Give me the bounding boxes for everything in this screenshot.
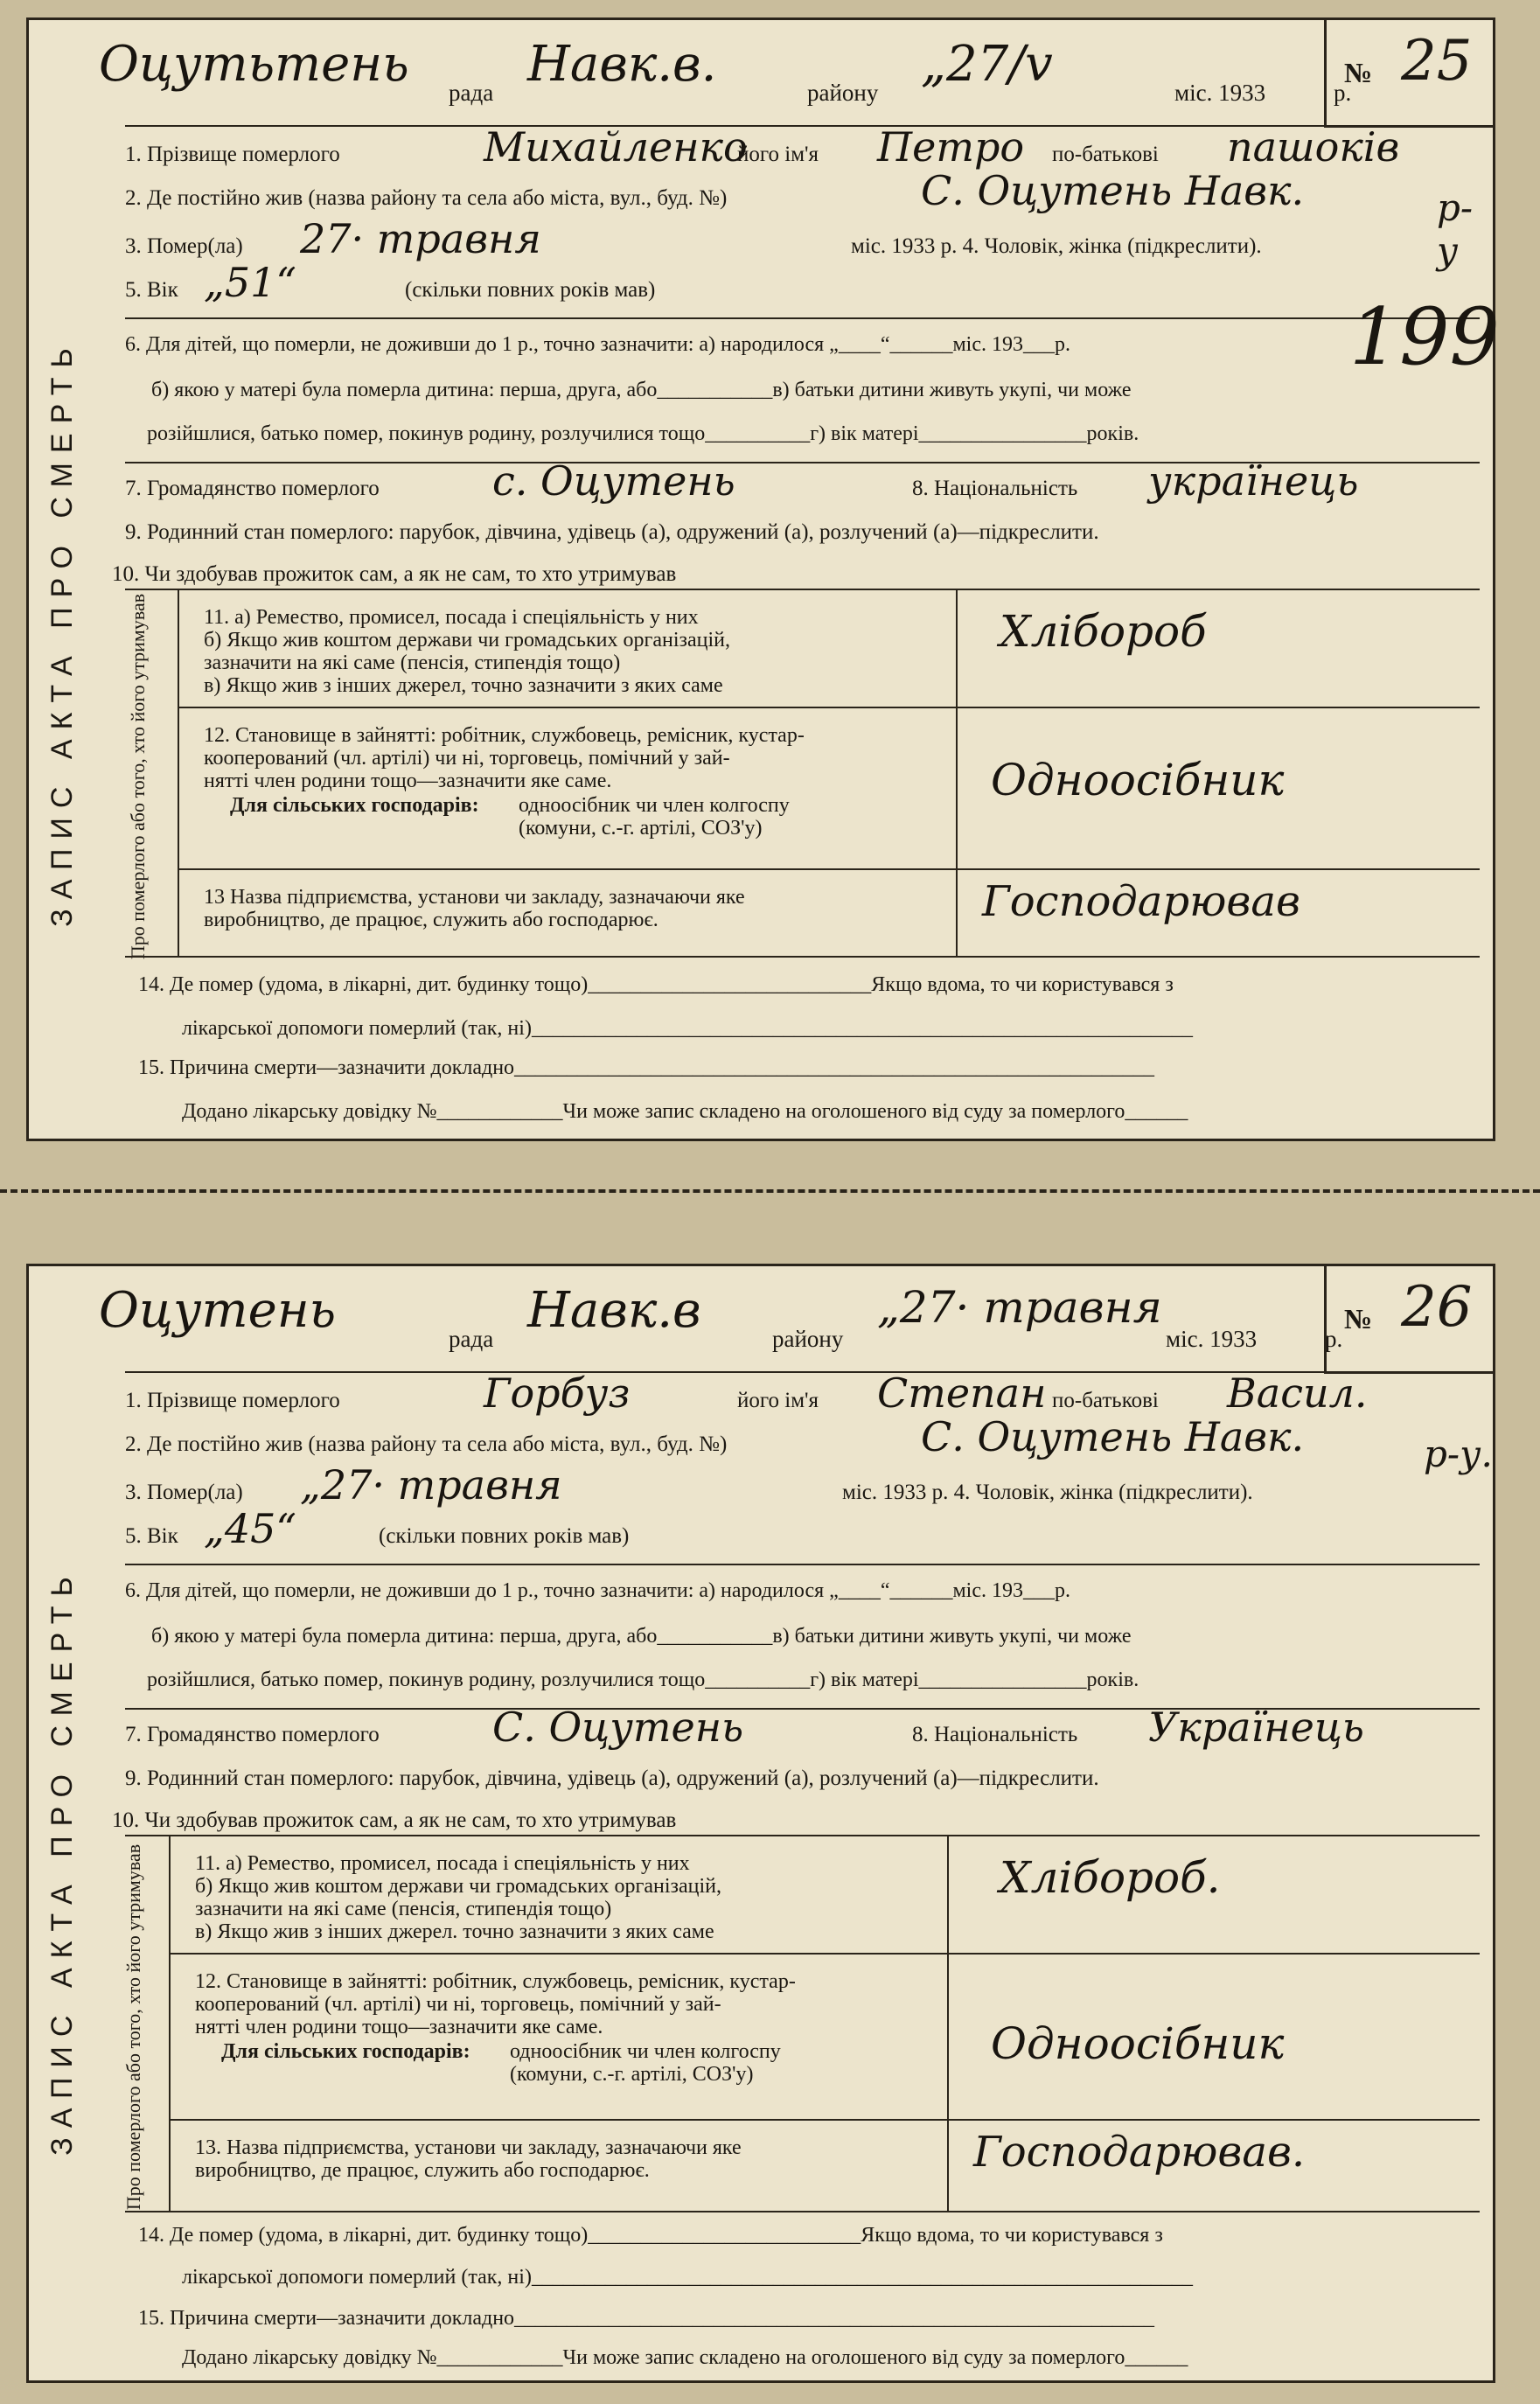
field-13-text: 13. Назва підприємства, установи чи закладу, зазначаючи яке виробництво, де працює, служить або господарює. xyxy=(195,2136,742,2182)
field-12-text: 12. Становище в зайнятті: робітник, службовець, ремісник, кустар- кооперований (чл. артілі) чи ні, торговець, помічний у зай- нятті член родини тощо—зазначити яке саме. xyxy=(195,1970,796,2038)
field-3: 3. Помер(ла) 27· травня міс. 1933 р. 4. Чоловік, жінка (підкреслити). xyxy=(125,215,1262,262)
field-6a: 6. Для дітей, що померли, не доживши до 1 р., точно зазначити: а) народилося „____“______міс. 193___р. xyxy=(125,1579,1070,1602)
district-handwritten: Навк.в xyxy=(527,1282,701,1339)
field-12-farmers-tail: одноосібник чи член колгоспу (комуни, с.-г. артілі, СОЗ'у) xyxy=(519,794,790,840)
field-12-farmers: Для сільських господарів: xyxy=(221,2040,470,2063)
margin-note: р-у. xyxy=(1424,1432,1493,1475)
month-year-label: міс. 1933 xyxy=(1166,1326,1258,1352)
sidebar-title: ЗАПИС АКТА ПРО СМЕРТЬ xyxy=(45,338,79,927)
field-11-handwritten: Хлібороб. xyxy=(1000,1852,1221,1903)
field-2: 2. Де постійно жив (назва району та села або міста, вул., буд. №) С. Оцутень Навк. xyxy=(125,167,1305,214)
district-label: району xyxy=(807,80,879,106)
header-line xyxy=(81,36,1352,110)
number-label: № xyxy=(1344,57,1373,88)
field-7-8: 7. Громадянство померлого с. Оцутень 8. Національність українець xyxy=(125,457,1359,505)
field-1: 1. Прізвище померлого Горбуз його ім'я Степан по-батькові Васил. xyxy=(125,1369,1368,1417)
field-11-text: 11. а) Ремество, промисел, посада і спеціяльність у них б) Якщо жив коштом держави чи громадських організацій, зазначити на які саме (пенсія, стипендія тощо) в) Якщо жив з інших джерел, точно зазначити з яких саме xyxy=(204,606,730,697)
field-14: 14. Де помер (удома, в лікарні, дит. будинку тощо)__________________________Якщо вдома, то чи користувався з xyxy=(138,2224,1163,2247)
field-16: Додано лікарську довідку №____________Чи може запис складено на оголошеного від суду за померлого______ xyxy=(182,2346,1188,2369)
supporter-side-label: Про померлого або того, хто його утримував xyxy=(127,593,149,960)
field-10: 10. Чи здобував прожиток сам, а як не сам, то хто утримував xyxy=(112,562,677,586)
field-2: 2. Де постійно жив (назва району та села або міста, вул., буд. №) С. Оцутень Навк. xyxy=(125,1413,1305,1460)
district-handwritten: Навк.в. xyxy=(527,36,717,93)
district-label: району xyxy=(772,1326,844,1352)
field-6b: б) якою у матері була померла дитина: перша, друга, або___________в) батьки дитини живуть укупі, чи може xyxy=(151,379,1132,401)
date-handwritten: „27/v xyxy=(921,36,1053,93)
number-label: № xyxy=(1344,1303,1373,1334)
field-13-handwritten: Господарював. xyxy=(973,2128,1306,2177)
field-12-handwritten: Одноосібник xyxy=(991,2018,1285,2069)
field-9: 9. Родинний стан померлого: парубок, дівчина, удівець (а), одружений (а), розлучений (а)—підкреслити. xyxy=(125,1766,1099,1790)
supporter-side-label: Про померлого або того, хто його утримував xyxy=(122,1843,144,2211)
header-line xyxy=(81,1282,1343,1356)
field-15: 15. Причина смерти—зазначити докладно_____________________________________________________________ xyxy=(138,2307,1155,2330)
field-13-text: 13 Назва підприємства, установи чи закладу, зазначаючи яке виробництво, де працює, служить або господарює. xyxy=(204,886,745,931)
month-year-label: міс. 1933 xyxy=(1174,80,1266,106)
field-12-text: 12. Становище в зайнятті: робітник, службовець, ремісник, кустар- кооперований (чл. артілі) чи ні, торговець, помічний у зай- нятті член родини тощо—зазначити яке саме. xyxy=(204,724,805,792)
field-10: 10. Чи здобував прожиток сам, а як не сам, то хто утримував xyxy=(112,1808,677,1832)
margin-mark: 199 xyxy=(1349,291,1500,383)
death-record-form-25 xyxy=(26,17,1500,1141)
field-11-handwritten: Хлібороб xyxy=(1000,606,1207,657)
field-13-handwritten: Господарював xyxy=(982,877,1300,926)
field-6a: 6. Для дітей, що померли, не доживши до 1 р., точно зазначити: а) народилося „____“______міс. 193___р. xyxy=(125,333,1070,356)
council-handwritten: Оцутень xyxy=(99,1282,337,1339)
margin-note: р-у xyxy=(1437,186,1474,272)
field-5: 5. Вік „51“ (скільки повних років мав) xyxy=(125,259,656,306)
record-number-box xyxy=(1324,1266,1493,1374)
field-14b: лікарської допомоги померлий (так, ні)_______________________________________________________________ xyxy=(182,1017,1193,1040)
death-record-form-26 xyxy=(26,1264,1495,2383)
field-7-8: 7. Громадянство померлого С. Оцутень 8. Національність Українець xyxy=(125,1704,1364,1751)
field-12-handwritten: Одноосібник xyxy=(991,755,1285,805)
council-label: рада xyxy=(449,1326,494,1352)
field-9: 9. Родинний стан померлого: парубок, дівчина, удівець (а), одружений (а), розлучений (а)—підкреслити. xyxy=(125,520,1099,544)
field-11-text: 11. а) Ремество, промисел, посада і спеціяльність у них б) Якщо жив коштом держави чи громадських організацій, зазначити на які саме (пенсія, стипендія тощо) в) Якщо жив з інших джерел. точно зазначити з яких саме xyxy=(195,1852,721,1943)
field-14b: лікарської допомоги померлий (так, ні)_______________________________________________________________ xyxy=(182,2266,1193,2289)
field-15: 15. Причина смерти—зазначити докладно_____________________________________________________________ xyxy=(138,1056,1155,1079)
cut-separator xyxy=(0,1189,1540,1193)
council-label: рада xyxy=(449,80,494,106)
number-handwritten: 26 xyxy=(1401,1275,1473,1340)
sidebar-title: ЗАПИС АКТА ПРО СМЕРТЬ xyxy=(45,1566,79,2156)
record-number-box xyxy=(1324,20,1493,128)
field-14: 14. Де помер (удома, в лікарні, дит. будинку тощо)___________________________Якщо вдома, то чи користувався з xyxy=(138,973,1174,996)
date-handwritten: „27· травня xyxy=(877,1282,1162,1333)
field-5: 5. Вік „45“ (скільки повних років мав) xyxy=(125,1505,630,1552)
council-handwritten: Оцутьтень xyxy=(99,36,409,93)
field-1: 1. Прізвище померлого Михайленко його ім'я Петро по-батькові пашоків xyxy=(125,123,1400,171)
year-suffix: р. xyxy=(1325,1326,1343,1352)
field-6c: розійшлися, батько помер, покинув родину, розлучилися тощо__________г) вік матері________________років. xyxy=(147,422,1139,445)
year-suffix: р. xyxy=(1334,80,1352,106)
field-6b: б) якою у матері була померла дитина: перша, друга, або___________в) батьки дитини живуть укупі, чи може xyxy=(151,1625,1132,1648)
number-handwritten: 25 xyxy=(1401,29,1473,94)
field-16: Додано лікарську довідку №____________Чи може запис складено на оголошеного від суду за померлого______ xyxy=(182,1100,1188,1123)
field-6c: розійшлися, батько помер, покинув родину, розлучилися тощо__________г) вік матері________________років. xyxy=(147,1669,1139,1691)
field-3: 3. Помер(ла) „27· травня міс. 1933 р. 4. Чоловік, жінка (підкреслити). xyxy=(125,1461,1253,1509)
field-12-farmers-tail: одноосібник чи член колгоспу (комуни, с.-г. артілі, СОЗ'у) xyxy=(510,2040,781,2086)
field-12-farmers: Для сільських господарів: xyxy=(230,794,479,817)
